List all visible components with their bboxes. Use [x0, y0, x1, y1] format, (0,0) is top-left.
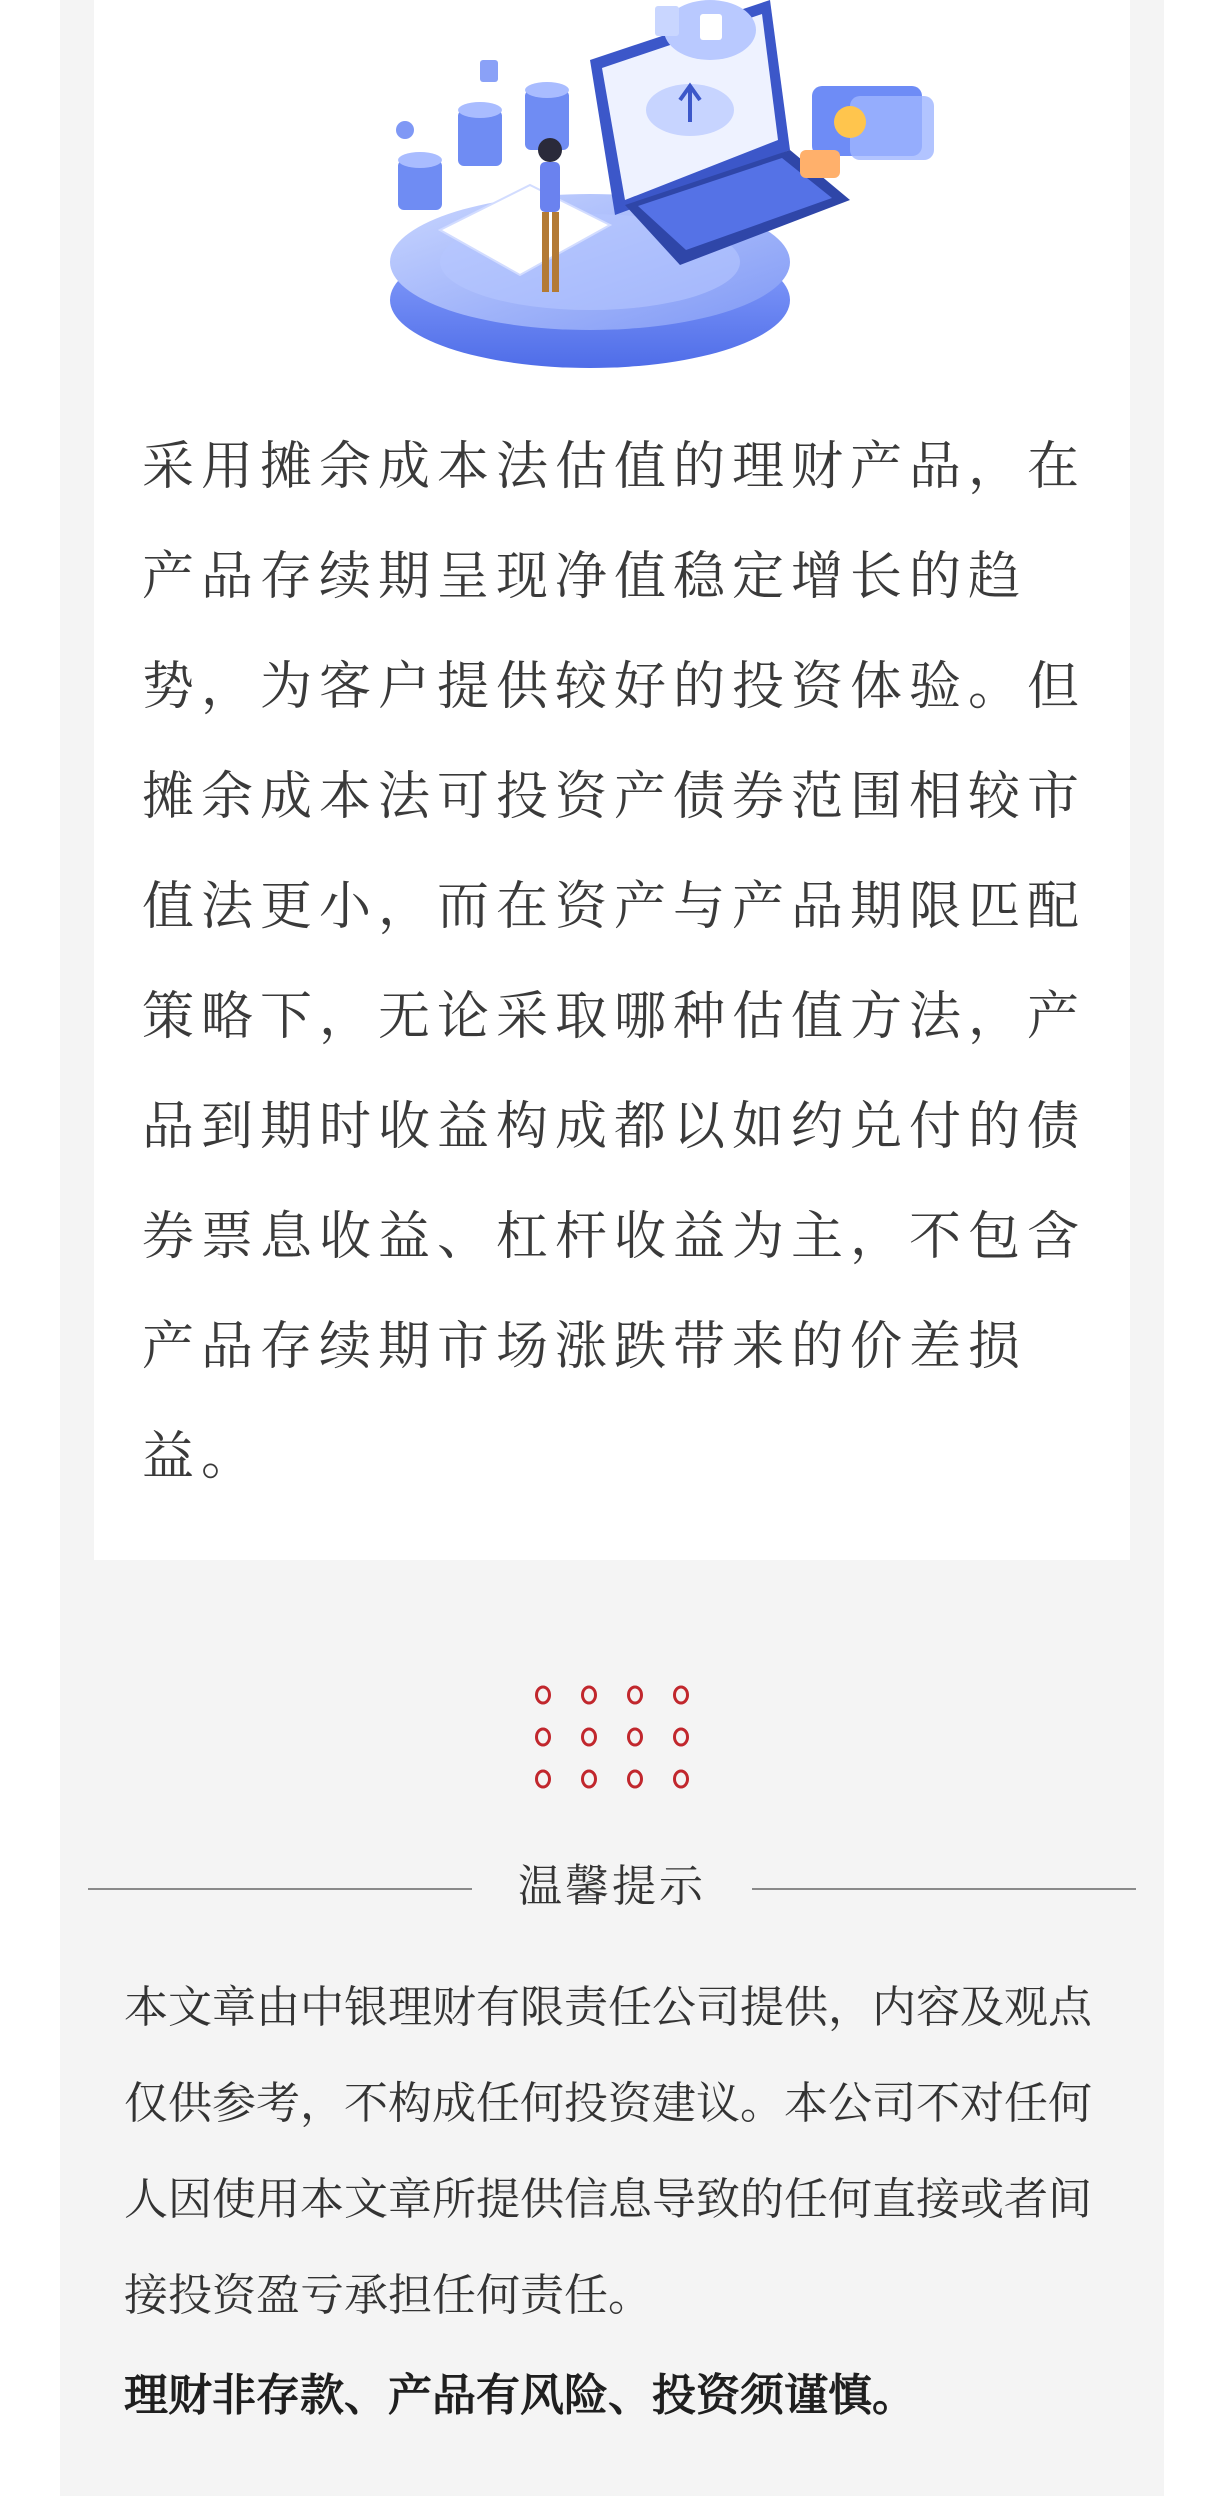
- notice-body: 本文章由中银理财有限责任公司提供，内容及观点仅供参考，不构成任何投资建议。本公司不对任何人因使用本文章所提供信息导致的任何直接或者间接投资盈亏承担任何责任。: [124, 1982, 1092, 2321]
- decorative-dot-grid: [530, 1682, 700, 1792]
- laptop-data-cloud-illustration: [380, 0, 940, 380]
- notice-divider-right: [752, 1888, 1136, 1890]
- risk-warning: 理财非存款、产品有风险、投资须谨慎。: [124, 2370, 916, 2421]
- notice-title: 温馨提示: [518, 1861, 706, 1912]
- notice-divider-left: [88, 1888, 472, 1890]
- article-paragraph: 采用摊余成本法估值的理财产品，在产品存续期呈现净值稳定增长的趋势，为客户提供较好的投资体验。但摊余成本法可投资产债券范围相较市值法更小，而在资产与产品期限匹配策略下，无论采取哪种估值方法，产品到期时收益构成都以如约兑付的债券票息收益、杠杆收益为主，不包含产品存续期市场涨跌带来的价差损益。: [142, 437, 1087, 1487]
